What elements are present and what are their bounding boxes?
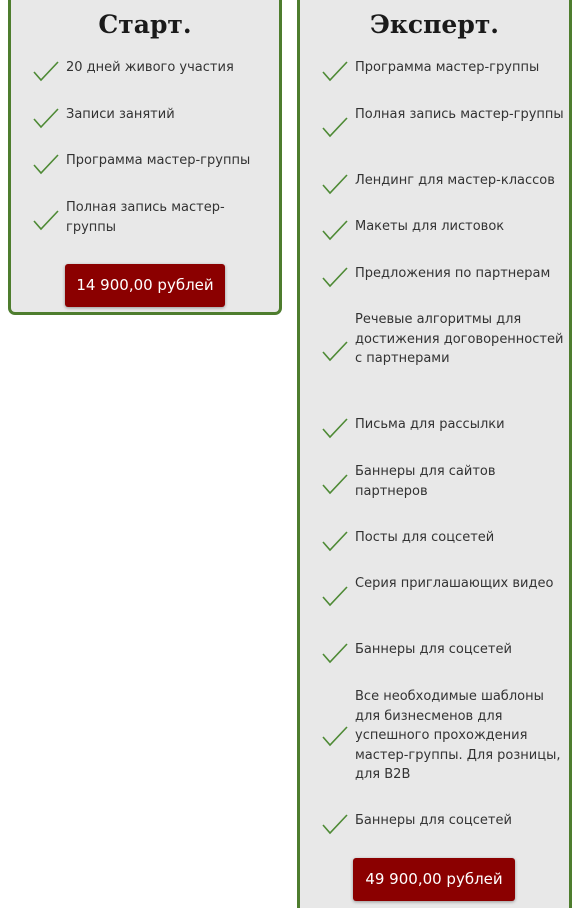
buy-start-button[interactable]: 14 900,00 рублей <box>65 264 225 307</box>
check-icon <box>321 219 349 243</box>
check-icon <box>321 813 349 837</box>
plan-card-expert <box>297 0 572 908</box>
feature-text: Речевые алгоритмы для достижения договоренностей с партнерами <box>355 312 564 366</box>
feature-text: Полная запись мастер-группы <box>355 107 564 122</box>
plan-title: Старт. <box>98 10 192 39</box>
check-icon <box>321 60 349 84</box>
check-icon <box>321 642 349 666</box>
check-icon <box>32 209 60 233</box>
check-icon <box>321 417 349 441</box>
plan-title: Эксперт. <box>369 10 500 39</box>
check-icon <box>321 530 349 554</box>
feature-text: Лендинг для мастер-классов <box>355 173 555 188</box>
feature-text: Записи занятий <box>66 107 175 122</box>
plan-card-start <box>8 0 282 315</box>
feature-text: Баннеры для соцсетей <box>355 642 512 657</box>
feature-text: Серия приглашающих видео <box>355 576 554 591</box>
check-icon <box>321 116 349 140</box>
check-icon <box>32 60 60 84</box>
feature-text: Предложения по партнерам <box>355 266 551 281</box>
feature-text: Баннеры для соцсетей <box>355 813 512 828</box>
feature-text: Письма для рассылки <box>355 417 505 432</box>
check-icon <box>321 473 349 497</box>
feature-text: Все необходимые шаблоны для бизнесменов для успешного прохождения мастер-группы. Для розницы, для B2B <box>355 689 561 782</box>
check-icon <box>321 340 349 364</box>
buy-expert-button[interactable]: 49 900,00 рублей <box>353 858 515 901</box>
feature-text: 20 дней живого участия <box>66 60 234 75</box>
check-icon <box>321 266 349 290</box>
feature-text: Программа мастер-группы <box>355 60 540 75</box>
feature-text: Полная запись мастер-группы <box>66 200 225 235</box>
check-icon <box>321 585 349 609</box>
check-icon <box>321 725 349 749</box>
feature-text: Посты для соцсетей <box>355 530 495 545</box>
check-icon <box>321 173 349 197</box>
feature-text: Баннеры для сайтов партнеров <box>355 464 496 499</box>
check-icon <box>32 107 60 131</box>
check-icon <box>32 153 60 177</box>
feature-text: Макеты для листовок <box>355 219 505 234</box>
feature-text: Программа мастер-группы <box>66 153 251 168</box>
